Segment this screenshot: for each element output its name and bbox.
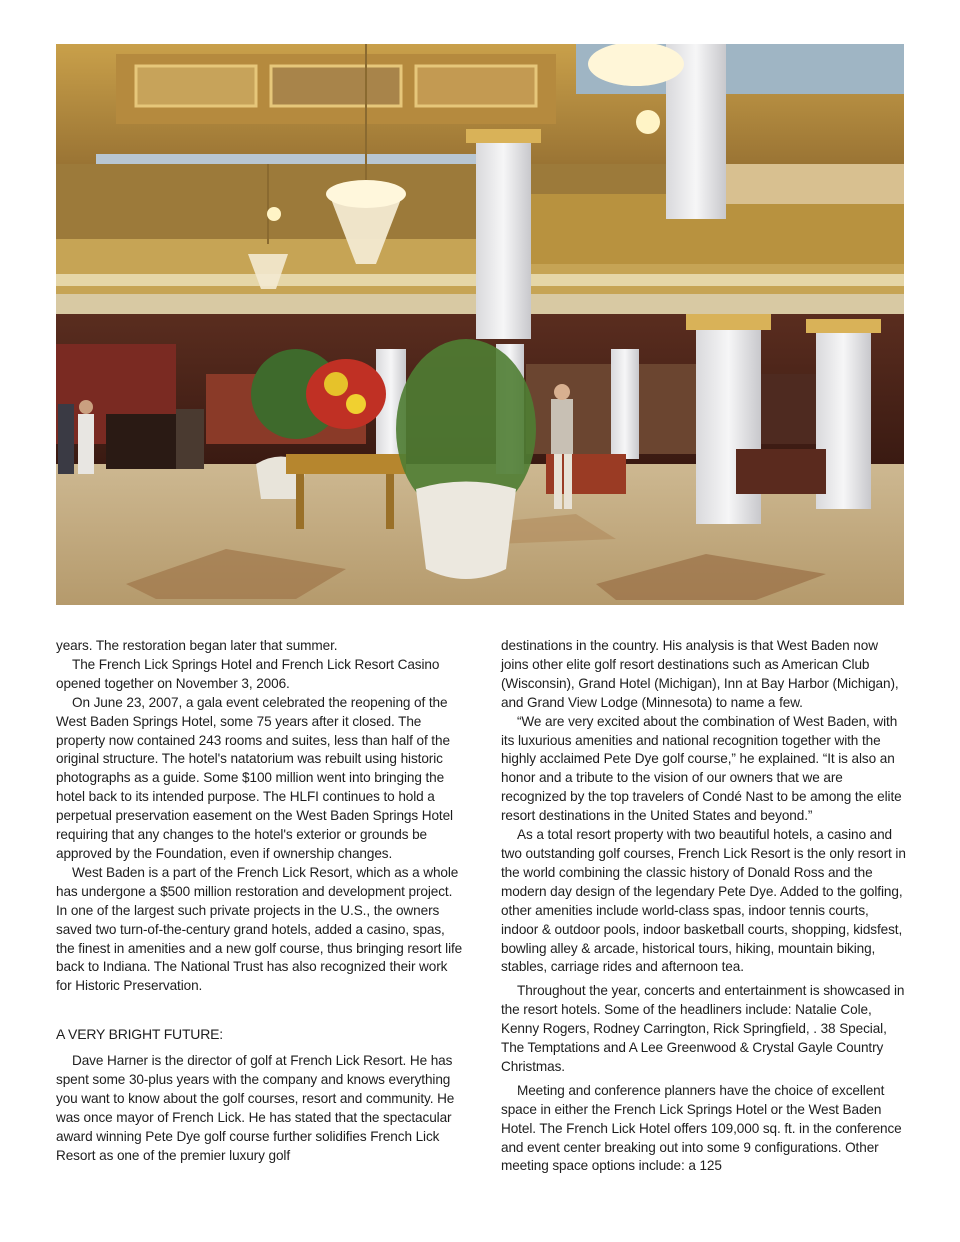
paragraph: On June 23, 2007, a gala event celebrated the reopening of the West Baden Springs Hotel, some 75 years after it closed. The property now contained 243 rooms and suites, less than half of the original structure. The hotel's natatorium was rebuilt using historic photographs as a guide. Some $100 million went into bringing the hotel back to its intended purpose. The HLFI continues to hold a perpetual preservation easement on the West Baden Springs Hotel requiring that any changes to the hotel's exterior or grounds be approved by the Foundation, even if ownership changes. [56,694,453,861]
left-column [56,637,464,1166]
paragraph: Throughout the year, concerts and entertainment is showcased in the resort hotels. Some of the headliners include: Natalie Cole, Kenny Rogers, Rodney Carrington, Rick Springfield, . 38 Special, The Temptations and A Lee Greenwood & Crystal Gayle Country Christmas. [501,983,905,1074]
right-column [501,637,909,1176]
paragraph: Meeting and conference planners have the choice of excellent space in either the French Lick Springs Hotel or the West Baden Hotel. The French Lick Hotel offers 109,000 sq. ft. in the conference and event center breaking out into some 9 configurations. Other meeting space options include: a 125 [501,1082,902,1174]
paragraph: Dave Harner is the director of golf at French Lick Resort. He has spent some 30-plus years with the company and knows everything you want to know about the golf courses, resort and community. He was once mayor of French Lick. He has stated that the spectacular award winning Pete Dye golf course further solidifies French Lick Resort as one of the premier luxury golf [56,1053,455,1163]
lobby-illustration [56,44,904,605]
section-heading: A VERY BRIGHT FUTURE: [56,1026,223,1043]
paragraph: destinations in the country. His analysis is that West Baden now joins other elite golf resort destinations such as American Club (Wisconsin), Grand Hotel (Michigan), Inn at Bay Harbor (Michigan), and Grand View Lodge (Minnesota) to name a few. [501,638,899,710]
paragraph: West Baden is a part of the French Lick Resort, which as a whole has undergone a $500 million restoration and development project. In one of the largest such private projects in the U.S., the owners saved two turn-of-the-century grand hotels, added a casino, spas, the finest in amenities and a new golf course, thus bringing resort life back to Indiana. The National Trust has also recognized their work for Historic Preservation. [56,864,463,994]
paragraph: years. The restoration began later that summer. [56,638,338,653]
paragraph: As a total resort property with two beautiful hotels, a casino and two outstanding golf courses, French Lick Resort is the only resort in the world combining the classic history of Donald Ross and the modern day design of the legendary Pete Dye. Added to the golfing, other amenities include world-class spas, indoor tennis courts, indoor & outdoor pools, indoor basketball courts, shopping, kidsfest, bowling alley & arcade, historical tours, hiking, mountain biking, stables, carriage rides and afternoon tea. [501,827,906,975]
hotel-atrium-photo [56,44,904,605]
paragraph: “We are very excited about the combination of West Baden, with its luxurious amenities and national recognition together with the highly acclaimed Pete Dye golf course,” he explained. “It is also an honor and a tribute to the vision of our owners that we are recognized by the top travelers of Condé Nast to be among the elite resort destinations in the United States and beyond.” [501,713,902,824]
paragraph: The French Lick Springs Hotel and French Lick Resort Casino opened together on November 3, 2006. [56,656,440,691]
